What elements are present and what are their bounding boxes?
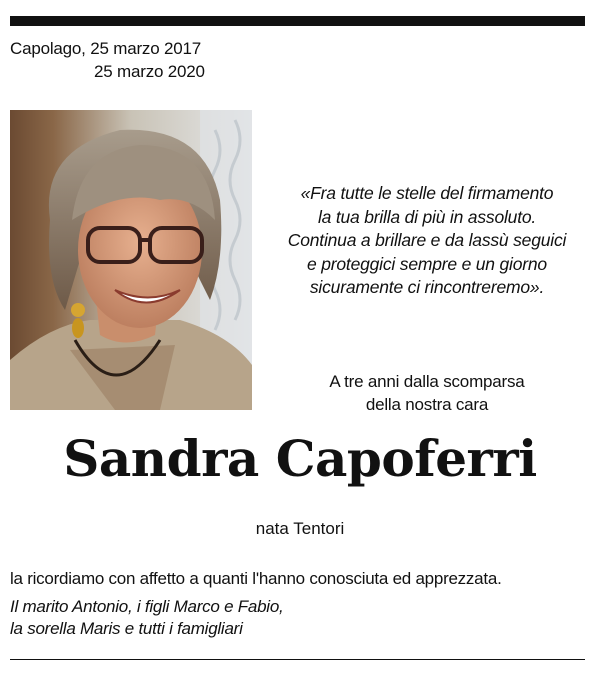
portrait-photo (10, 110, 252, 410)
quote-line: e proteggici sempre e un giorno (307, 253, 547, 274)
quote-line: Continua a brillare e da lassù seguici (287, 230, 567, 250)
family-line: Il marito Antonio, i figli Marco e Fabio, (10, 597, 284, 616)
maiden-name: nata Tentori (255, 519, 345, 538)
family-line: la sorella Maris e tutti i famigliari (10, 619, 243, 638)
anniversary-line: della nostra cara (365, 395, 489, 414)
memorial-quote (262, 182, 592, 300)
deceased-name: Sandra Capoferri (63, 429, 537, 488)
top-rule (10, 16, 585, 26)
quote-line: sicuramente ci rincontreremo». (309, 277, 545, 297)
second-date: 25 marzo 2020 (94, 62, 205, 81)
bottom-rule (10, 659, 585, 660)
quote-line: «Fra tutte le stelle del firmamento (300, 183, 554, 203)
anniversary-text (262, 370, 592, 416)
quote-line: la tua brilla di più in assoluto. (317, 206, 537, 227)
place-and-date: Capolago, 25 marzo 2017 (10, 39, 202, 58)
anniversary-line: A tre anni dalla scomparsa (329, 372, 525, 391)
remembrance-text: la ricordiamo con affetto a quanti l'hanno conosciuta ed apprezzata. (10, 569, 502, 588)
dates-block (10, 37, 205, 83)
family-signature (10, 596, 595, 640)
